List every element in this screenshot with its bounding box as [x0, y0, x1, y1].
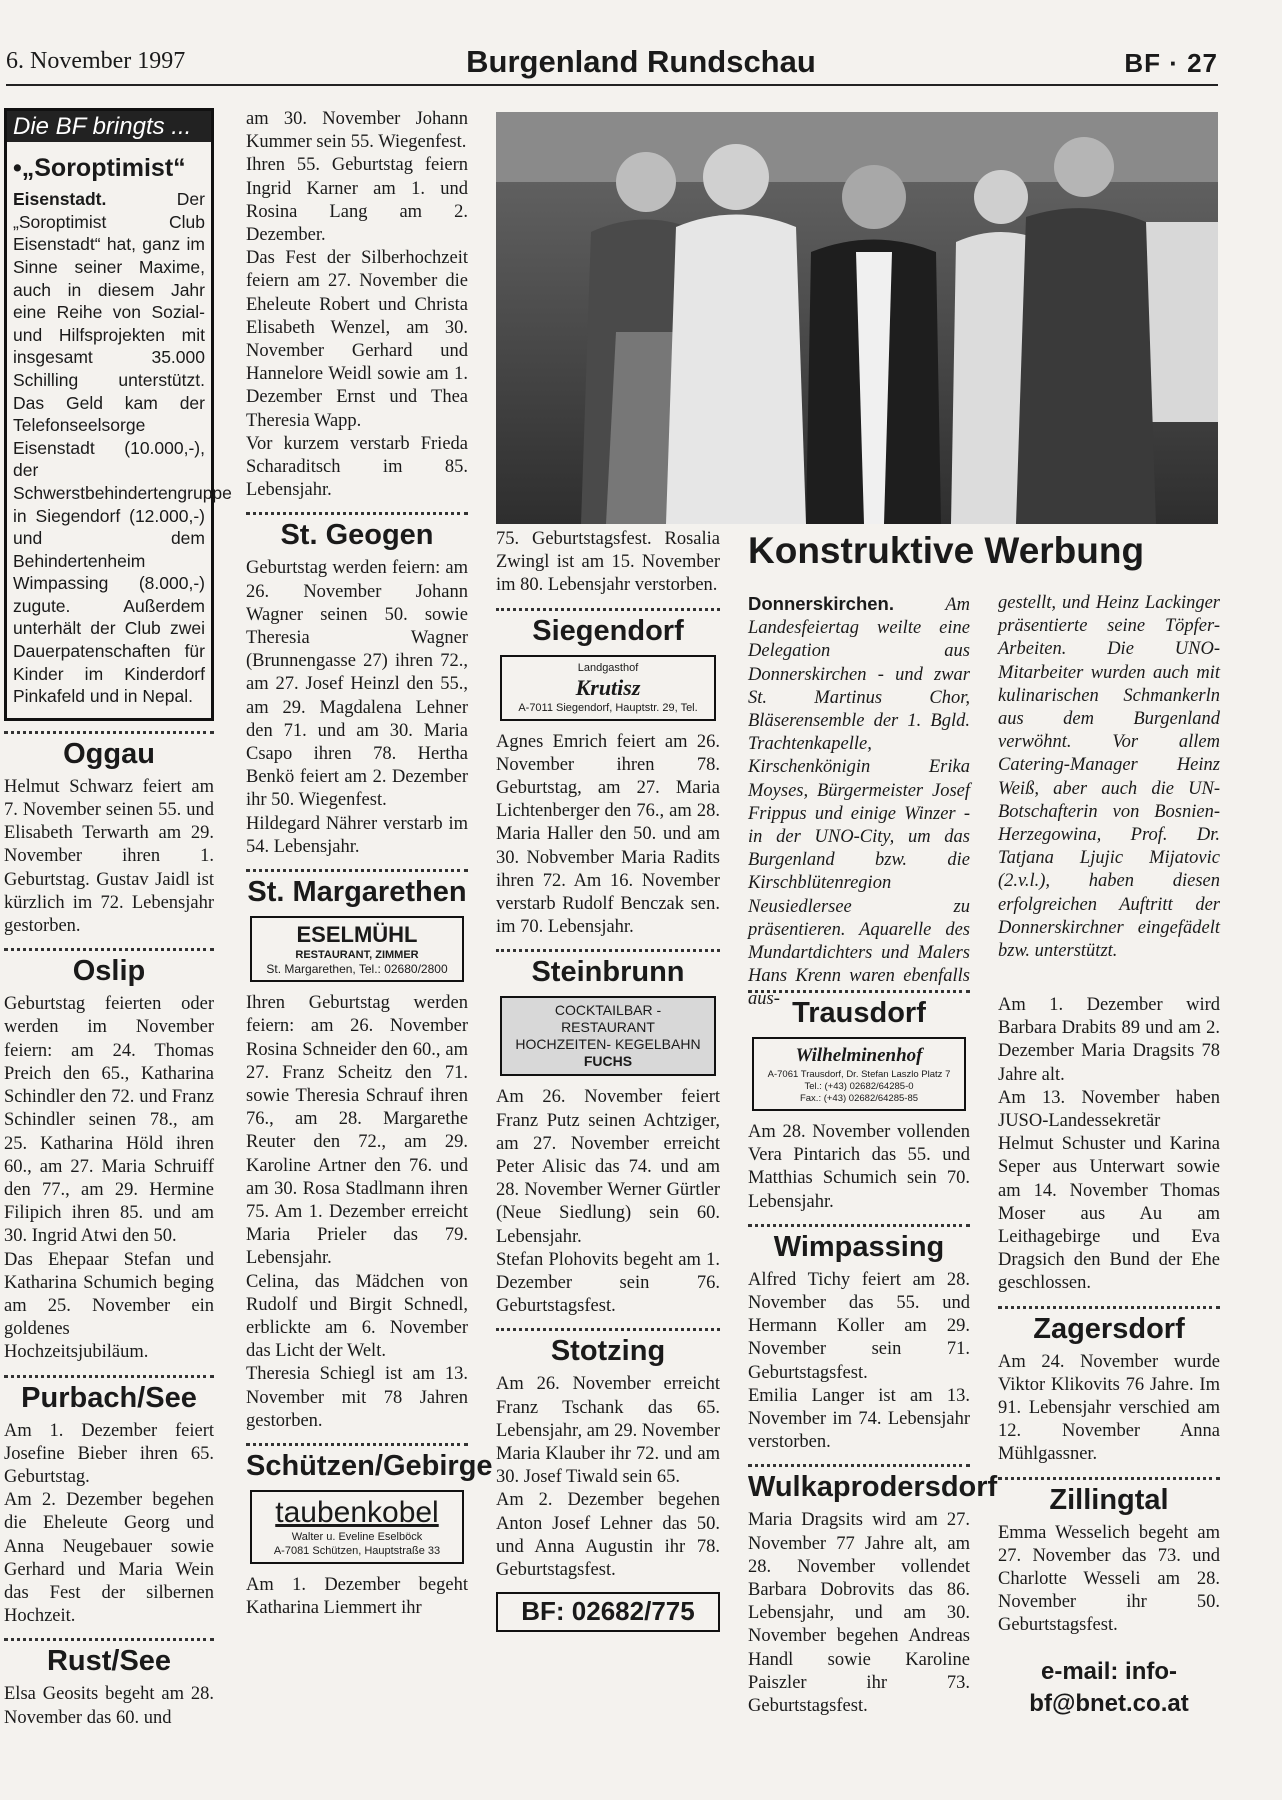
schuetzen-text: Am 1. Dezember begeht Katharina Liemmert ihr — [246, 1574, 468, 1619]
ad-name: ESELMÜHL — [296, 922, 418, 948]
separator — [748, 1464, 970, 1467]
column-3 — [496, 528, 720, 1788]
trausdorf-text: Am 28. November vollenden Vera Pintarich das 55. und Matthias Schumich sein 70. Lebensjahr. — [748, 1122, 970, 1212]
page-number: BF · 27 — [1124, 48, 1218, 78]
st-geogen-text-2: Hildegard Nährer verstarb im 54. Lebensjahr. — [246, 813, 468, 857]
separator — [4, 1638, 214, 1641]
ad-subline: Walter u. Eveline Eselböck — [291, 1530, 423, 1543]
separator — [998, 1477, 1220, 1480]
feature-text-2: gestellt, und Heinz Lackinger präsentierte seine Töpfer-Arbeiten. Die UNO-Mitarbeiter wurden auch mit kulinarischen Schmankerln aus dem Burgenland verwöhnt. Vor allem Catering-Manager Heinz Weiß, aber auch die UN-Botschafterin von Bosnien-Herzegowina, Prof. Dr. Tatjana Ljujic Mijatovic (2.v.l.), haben diesen erfolgreichen Auftritt der Donnerskirchner eingefädelt bzw. unterstützt. — [998, 593, 1220, 962]
rust-head: Rust/See — [46, 1645, 172, 1678]
fuchs-ad — [500, 996, 716, 1076]
st-margarethen-text: Ihren Geburtstag werden feiern: am 26. November Rosina Schneider den 60., am 27. Franz Scheitz den 71. sowie Theresia Schrauf ihren 76., am 28. Margarethe Reuter den 72., am 29. Karoline Artner den 76. und am 30. Rosa Stadlmann ihren 75. Am 1. Dezember erreicht Maria Prieler das 79. Lebensjahr. — [246, 993, 468, 1269]
eselmuehl-ad — [250, 916, 464, 982]
ad-address: A-7081 Schützen, Hauptstraße 33 — [273, 1544, 441, 1557]
ad-address: St. Margarethen, Tel.: 02680/2800 — [266, 962, 448, 977]
ad-address: A-7061 Trausdorf, Dr. Stefan Laszlo Platz 7 — [767, 1069, 951, 1080]
ad-line-1: COCKTAILBAR - RESTAURANT — [554, 1002, 662, 1036]
purbach-head: Purbach/See — [21, 1381, 197, 1414]
soroptimist-text: Der „Soroptimist Club Eisenstadt“ hat, ganz im Sinne seiner Maxime, auch in diesem Jahr eine Reihe von Sozial- und Hilfsprojekten mit insgesamt 35.000 Schilling unterstützt. Das Geld kam der Telefonseelsorge Eisenstadt (10.000,-), der Schwerstbehindertengruppe in Siegendorf (12.000,-) und dem Behindertenheim Wimpassing (8.000,-) zugute. Außerdem unterhält der Club zwei Dauerpatenschaften für Kinder im Kinderdorf Pinkafeld und in Nepal. — [13, 189, 232, 707]
bf-phone-box: BF: 02682/775 — [496, 1592, 720, 1631]
ad-phone: Tel.: (+43) 02682/64285-0 — [804, 1081, 914, 1092]
photo-illustration — [496, 112, 1218, 524]
kruisz-ad — [500, 655, 716, 721]
st-margarethen-head: St. Margarethen — [247, 876, 467, 909]
col2-top-text-3: Das Fest der Silberhochzeit feiern am 27. November die Eheleute Robert und Christa Elisabeth Wenzel, am 30. November Gerhard und Hannelore Weidl sowie am 1. Dezember Ernst und Thea Theresia Wapp. — [246, 248, 468, 431]
stotzing-head: Stotzing — [550, 1335, 666, 1368]
ad-subline: RESTAURANT, ZIMMER — [295, 949, 419, 962]
wimpassing-text: Alfred Tichy feiert am 28. November das 55. und Hermann Koller am 29. November sein 71. Geburtstagsfest. — [748, 1269, 970, 1383]
separator — [496, 608, 720, 611]
wimpassing-head: Wimpassing — [773, 1230, 945, 1263]
col5-top-text-2: Am 13. November haben JUSO-Landessekretär Helmut Schuster und Karina Seper aus Unterwart sowie am 14. November Thomas Moser aus Au am Leithagebirge und Eva Dragsich den Bund der Ehe geschlossen. — [998, 1087, 1220, 1294]
oslip-head: Oslip — [72, 955, 146, 988]
feature-text-1: Am Landesfeiertag weilte eine Delegation aus Donnerskirchen - und zwar St. Martinus Chor, Bläserensemble der 1. Bgld. Trachtenkapelle, Kirschenkönigin Erika Moyses, Bürgermeister Josef Frippus und einige Winzer - in der UNO-City, um das Burgenland bzw. die Kirschblütenregion Neusiedlersee zu präsentieren. Aquarelle des Mundartdichters und Malers Hans Krenn waren ebenfalls aus- — [748, 595, 970, 1010]
ad-fax: Fax.: (+43) 02682/64285-85 — [799, 1093, 919, 1104]
separator — [246, 512, 468, 515]
feature-col-1 — [748, 592, 970, 1010]
col5-top-text: Am 1. Dezember wird Barbara Drabits 89 und am 2. Dezember Maria Dragsits 78 Jahre alt. — [998, 995, 1220, 1085]
header-rule — [6, 84, 1218, 86]
stotzing-text: Am 26. November erreicht Franz Tschank das 65. Lebensjahr, am 29. November Maria Klauber ihr 72. und am 30. Josef Tiwald sein 65. — [496, 1374, 720, 1488]
wulkaprodersdorf-head: Wulkaprodersdorf — [748, 1471, 998, 1504]
column-4 — [748, 990, 998, 1790]
ad-name: taubenkobel — [275, 1495, 439, 1529]
wimpassing-text-2: Emilia Langer ist am 13. November im 74. Lebensjahr verstorben. — [748, 1385, 970, 1453]
wulkaprodersdorf-text: Maria Dragsits wird am 27. November 77 Jahre alt, am 28. November vollendet Barbara Dobrovits das 86. Lebensjahr, und am 30. November begehen Andreas Handl sowie Karoline Paiszler ihr 73. Geburtstagsfest. — [748, 1510, 970, 1717]
steinbrunn-text: Am 26. November feiert Franz Putz seinen Achtziger, am 27. November erreicht Peter Alisic das 74. und am 28. November Werner Gürtler (Neue Siedlung) sein 60. Lebensjahr. — [496, 1087, 720, 1247]
trausdorf-head: Trausdorf — [792, 997, 926, 1029]
separator — [496, 949, 720, 952]
col3-top-text: 75. Geburtstagsfest. Rosalia Zwingl ist am 15. November im 80. Lebensjahr verstorben. — [496, 529, 720, 596]
zagersdorf-head: Zagersdorf — [1033, 1312, 1185, 1345]
email-line-2: bf@bnet.co.at — [1029, 1689, 1189, 1717]
separator — [748, 990, 970, 993]
oggau-text: Helmut Schwarz feiert am 7. November seinen 55. und Elisabeth Terwarth am 29. November ihren 1. Geburtstag. Gustav Jaidl ist kürzlich im 72. Lebensjahr gestorben. — [4, 776, 214, 937]
steinbrunn-head: Steinbrunn — [531, 956, 685, 989]
separator — [496, 1328, 720, 1331]
wilhelminenhof-ad — [752, 1037, 966, 1111]
siegendorf-head: Siegendorf — [532, 614, 684, 647]
issue-date: 6. November 1997 — [6, 48, 186, 74]
separator — [246, 1443, 468, 1446]
oggau-head: Oggau — [63, 737, 155, 770]
separator — [4, 731, 214, 734]
purbach-text: Am 1. Dezember feiert Josefine Bieber ihren 65. Geburtstag. — [4, 1420, 214, 1487]
rust-text: Elsa Geosits begeht am 28. November das 60. und — [4, 1684, 214, 1728]
oslip-text: Geburtstag feierten oder werden im November feiern: am 24. Thomas Preich den 65., Katharina Schindler den 72. und Franz Schindler seinen 78., am 25. Katharina Höld ihren 60., am 27. Maria Schruiff den 77., am 29. Hermine Filipich ihren 85. und am 30. Ingrid Atwi den 50. — [4, 994, 214, 1247]
feature-headline: Konstruktive Werbung — [748, 530, 1145, 571]
zagersdorf-text: Am 24. November wurde Viktor Klikovits 76 Jahre. Im 91. Lebensjahr verschied am 12. November Anna Mühlgassner. — [998, 1351, 1220, 1465]
column-1 — [4, 108, 232, 1788]
email-contact — [998, 1656, 1220, 1720]
newspaper-title: Burgenland Rundschau — [466, 44, 816, 79]
ad-line-3: FUCHS — [583, 1053, 633, 1070]
ad-name: Krutisz — [575, 674, 641, 700]
col2-top-text-4: Vor kurzem verstarb Frieda Scharaditsch im 85. Lebensjahr. — [246, 433, 468, 501]
siegendorf-text: Agnes Emrich feiert am 26. November ihren 78. Geburtstag, am 27. Maria Lichtenberger den 76., am 28. Maria Haller den 50. und am 30. Nobvember Maria Radits ihren 72. Am 16. November verstarb Rudolf Benczak sen. im 70. Lebensjahr. — [496, 731, 720, 938]
st-geogen-text: Geburtstag werden feiern: am 26. November Johann Wagner seinen 50. sowie Theresia Wagner (Brunnengasse 27) ihren 72., am 27. Josef Heinzl den 55., am 29. Magdalena Lehner den 71. und am 30. Maria Csapo ihren 78. Hertha Benkö feiert am 2. Dezember ihr 50. Wiegenfest. — [246, 558, 468, 811]
separator — [998, 1306, 1220, 1309]
bf-bringts-box — [4, 108, 232, 721]
delegation-photo — [496, 112, 1218, 524]
email-line-1: e-mail: info- — [1041, 1657, 1177, 1685]
oslip-text-2: Das Ehepaar Stefan und Katharina Schumich beging am 25. November ein goldenes Hochzeitsjubiläum. — [4, 1249, 214, 1363]
feature-place: Donnerskirchen. — [748, 593, 894, 614]
col2-top-text: am 30. November Johann Kummer sein 55. Wiegenfest. — [246, 109, 468, 153]
purbach-text-2: Am 2. Dezember begehen die Eheleute Georg und Anna Neugebauer sowie Gerhard und Maria Wein das Fest der silbernen Hochzeit. — [4, 1490, 214, 1627]
st-margarethen-text-3: Theresia Schiegl ist am 13. November mit 78 Jahren gestorben. — [246, 1364, 468, 1431]
separator — [246, 869, 468, 872]
soroptimist-head: •„Soroptimist“ — [13, 154, 186, 183]
separator — [4, 1375, 214, 1378]
column-5 — [998, 994, 1220, 1790]
zillingtal-head: Zillingtal — [1049, 1483, 1169, 1516]
column-2 — [246, 108, 493, 1788]
feature-col-2 — [998, 592, 1220, 972]
schuetzen-head: Schützen/Gebirge — [246, 1449, 493, 1482]
bf-box-title: Die BF bringts ... — [7, 111, 211, 142]
separator — [4, 948, 214, 951]
ad-small: Landgasthof — [577, 661, 639, 674]
ad-address: A-7011 Siegendorf, Hauptstr. 29, Tel. — [518, 701, 698, 714]
col2-top-text-2: Ihren 55. Geburtstag feiern Ingrid Karner am 1. und Rosina Lang am 2. Dezember. — [246, 155, 468, 246]
taubenkobel-ad — [250, 1490, 464, 1564]
eisenstadt-place: Eisenstadt. — [13, 189, 107, 210]
ad-line-2: HOCHZEITEN- KEGELBAHN — [515, 1036, 701, 1053]
zillingtal-text: Emma Wesselich begeht am 27. November das 73. und Charlotte Wesseli am 28. November ihr 50. Geburtstagsfest. — [998, 1522, 1220, 1636]
steinbrunn-text-2: Stefan Plohovits begeht am 1. Dezember sein 76. Geburtstagsfest. — [496, 1249, 720, 1317]
stotzing-text-2: Am 2. Dezember begehen Anton Josef Lehner das 50. und Anna Augustin ihr 78. Geburtstagsfest. — [496, 1490, 720, 1581]
separator — [748, 1224, 970, 1227]
ad-name: Wilhelminenhof — [795, 1045, 923, 1066]
st-geogen-head: St. Geogen — [280, 519, 434, 552]
st-margarethen-text-2: Celina, das Mädchen von Rudolf und Birgit Schnedl, erblickte am 6. November das Licht der Welt. — [246, 1271, 468, 1362]
